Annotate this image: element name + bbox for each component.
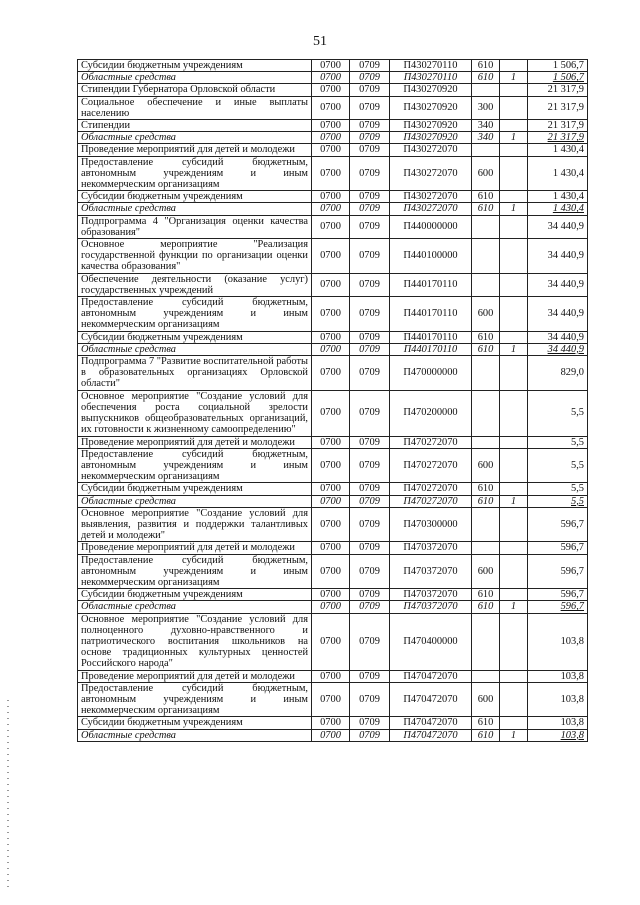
row-funding-source [500,542,528,554]
row-target-code: П470300000 [390,507,472,542]
row-funding-source [500,84,528,96]
row-amount: 5,5 [528,495,588,507]
row-amount: 596,7 [528,542,588,554]
table-row [78,729,588,741]
row-name: Субсидии бюджетным учреждениям [78,589,312,601]
row-amount: 829,0 [528,356,588,391]
row-target-code: П470400000 [390,613,472,670]
row-amount: 1 430,4 [528,191,588,203]
row-amount: 34 440,9 [528,239,588,274]
row-name: Стипендии Губернатора Орловской области [78,84,312,96]
row-target-code: П470472070 [390,670,472,682]
table-row [78,215,588,238]
row-expense-type: 610 [472,601,500,613]
row-amount: 21 317,9 [528,84,588,96]
row-amount: 103,8 [528,717,588,729]
row-expense-type [472,84,500,96]
row-section-code: 0700 [312,60,350,72]
row-section-code: 0700 [312,507,350,542]
row-expense-type [472,670,500,682]
row-section-code: 0700 [312,448,350,483]
row-section-code: 0700 [312,144,350,156]
row-subsection-code: 0709 [350,542,390,554]
row-target-code: П470272070 [390,448,472,483]
budget-table-body [78,60,588,742]
row-subsection-code: 0709 [350,84,390,96]
table-row [78,297,588,332]
row-expense-type: 610 [472,331,500,343]
row-amount: 1 430,4 [528,156,588,191]
row-amount: 34 440,9 [528,215,588,238]
row-expense-type: 600 [472,156,500,191]
row-name: Проведение мероприятий для детей и молодежи [78,436,312,448]
row-expense-type [472,273,500,296]
row-subsection-code: 0709 [350,601,390,613]
row-name: Субсидии бюджетным учреждениям [78,483,312,495]
row-amount: 34 440,9 [528,331,588,343]
row-subsection-code: 0709 [350,144,390,156]
row-name: Подпрограмма 7 "Развитие воспитательной работы в образовательных организациях Орловской области" [78,356,312,391]
row-amount: 5,5 [528,390,588,436]
row-target-code: П430272070 [390,156,472,191]
row-target-code: П470472070 [390,717,472,729]
row-expense-type: 300 [472,96,500,119]
row-target-code: П430270920 [390,132,472,144]
row-name: Областные средства [78,601,312,613]
table-row [78,273,588,296]
row-amount: 596,7 [528,601,588,613]
table-row [78,542,588,554]
table-row [78,191,588,203]
row-target-code: П430270920 [390,84,472,96]
row-section-code: 0700 [312,156,350,191]
row-section-code: 0700 [312,72,350,84]
row-name: Проведение мероприятий для детей и молодежи [78,542,312,554]
row-subsection-code: 0709 [350,483,390,495]
row-expense-type: 340 [472,132,500,144]
row-section-code: 0700 [312,215,350,238]
row-section-code: 0700 [312,729,350,741]
row-target-code: П470372070 [390,542,472,554]
row-expense-type: 600 [472,297,500,332]
row-expense-type: 600 [472,554,500,589]
row-name: Областные средства [78,132,312,144]
row-section-code: 0700 [312,670,350,682]
table-row [78,331,588,343]
row-expense-type: 600 [472,448,500,483]
row-target-code: П440170110 [390,273,472,296]
row-name: Основное мероприятие "Создание условий для обеспечения роста социальной зрелости выпускников общеобразовательных организаций, их готовности к жизненному самоопределению" [78,390,312,436]
row-section-code: 0700 [312,483,350,495]
row-subsection-code: 0709 [350,239,390,274]
row-amount: 103,8 [528,670,588,682]
row-target-code: П470272070 [390,483,472,495]
row-section-code: 0700 [312,96,350,119]
row-section-code: 0700 [312,390,350,436]
row-amount: 1 430,4 [528,203,588,215]
row-subsection-code: 0709 [350,589,390,601]
row-name: Предоставление субсидий бюджетным, автономным учреждениям и иным некоммерческим организациям [78,448,312,483]
row-name: Социальное обеспечение и иные выплаты населению [78,96,312,119]
row-subsection-code: 0709 [350,203,390,215]
row-funding-source [500,215,528,238]
table-row [78,239,588,274]
row-funding-source [500,144,528,156]
page-number: 51 [313,34,327,49]
row-funding-source [500,507,528,542]
row-amount: 21 317,9 [528,120,588,132]
row-name: Проведение мероприятий для детей и молодежи [78,670,312,682]
row-funding-source [500,273,528,296]
row-target-code: П440170110 [390,297,472,332]
row-name: Обеспечение деятельности (оказание услуг) государственных учреждений [78,273,312,296]
row-subsection-code: 0709 [350,729,390,741]
row-target-code: П440100000 [390,239,472,274]
row-name: Областные средства [78,343,312,355]
row-funding-source [500,448,528,483]
row-funding-source [500,390,528,436]
table-row [78,554,588,589]
row-amount: 34 440,9 [528,343,588,355]
row-expense-type [472,356,500,391]
row-name: Основное мероприятие "Создание условий для выявления, развития и поддержки талантливых детей и молодежи" [78,507,312,542]
row-name: Субсидии бюджетным учреждениям [78,191,312,203]
row-expense-type: 610 [472,191,500,203]
row-target-code: П470372070 [390,589,472,601]
row-funding-source [500,239,528,274]
table-row [78,507,588,542]
row-expense-type: 610 [472,495,500,507]
row-section-code: 0700 [312,613,350,670]
row-section-code: 0700 [312,356,350,391]
row-name: Субсидии бюджетным учреждениям [78,717,312,729]
row-expense-type: 610 [472,717,500,729]
row-expense-type: 610 [472,60,500,72]
row-subsection-code: 0709 [350,60,390,72]
row-name: Подпрограмма 4 "Организация оценки качества образования" [78,215,312,238]
row-subsection-code: 0709 [350,120,390,132]
row-subsection-code: 0709 [350,356,390,391]
row-funding-source [500,331,528,343]
row-subsection-code: 0709 [350,613,390,670]
row-subsection-code: 0709 [350,191,390,203]
row-section-code: 0700 [312,601,350,613]
row-subsection-code: 0709 [350,670,390,682]
table-row [78,84,588,96]
row-funding-source [500,589,528,601]
row-amount: 1 430,4 [528,144,588,156]
row-funding-source [500,356,528,391]
table-row [78,613,588,670]
row-amount: 21 317,9 [528,132,588,144]
row-section-code: 0700 [312,717,350,729]
row-expense-type [472,542,500,554]
row-expense-type [472,613,500,670]
row-funding-source [500,436,528,448]
row-amount: 5,5 [528,448,588,483]
table-row [78,448,588,483]
row-target-code: П470000000 [390,356,472,391]
row-expense-type: 600 [472,682,500,717]
row-subsection-code: 0709 [350,554,390,589]
row-funding-source: 1 [500,601,528,613]
row-section-code: 0700 [312,589,350,601]
row-subsection-code: 0709 [350,343,390,355]
row-section-code: 0700 [312,495,350,507]
row-amount: 596,7 [528,554,588,589]
table-row [78,436,588,448]
row-section-code: 0700 [312,120,350,132]
table-row [78,60,588,72]
row-subsection-code: 0709 [350,495,390,507]
row-amount: 34 440,9 [528,297,588,332]
row-funding-source [500,670,528,682]
row-subsection-code: 0709 [350,297,390,332]
row-expense-type: 610 [472,589,500,601]
row-section-code: 0700 [312,331,350,343]
row-subsection-code: 0709 [350,273,390,296]
table-row [78,601,588,613]
row-funding-source: 1 [500,132,528,144]
row-amount: 596,7 [528,589,588,601]
row-expense-type [472,507,500,542]
row-name: Областные средства [78,495,312,507]
row-subsection-code: 0709 [350,96,390,119]
row-funding-source [500,717,528,729]
row-amount: 103,8 [528,729,588,741]
row-subsection-code: 0709 [350,436,390,448]
table-row [78,717,588,729]
table-row [78,96,588,119]
table-row [78,356,588,391]
table-row [78,390,588,436]
row-name: Основное мероприятие "Реализация государственной функции по организации оценки качества образования" [78,239,312,274]
table-row [78,483,588,495]
table-row [78,495,588,507]
row-section-code: 0700 [312,132,350,144]
row-funding-source [500,483,528,495]
row-funding-source: 1 [500,72,528,84]
table-row [78,343,588,355]
row-amount: 34 440,9 [528,273,588,296]
row-funding-source [500,682,528,717]
row-target-code: П440000000 [390,215,472,238]
row-funding-source [500,156,528,191]
row-subsection-code: 0709 [350,507,390,542]
row-subsection-code: 0709 [350,72,390,84]
row-target-code: П440170110 [390,331,472,343]
row-target-code: П430270110 [390,72,472,84]
row-funding-source: 1 [500,343,528,355]
row-subsection-code: 0709 [350,717,390,729]
row-expense-type: 610 [472,343,500,355]
budget-table [77,59,588,742]
row-funding-source [500,60,528,72]
table-row [78,120,588,132]
row-amount: 596,7 [528,507,588,542]
row-subsection-code: 0709 [350,390,390,436]
row-section-code: 0700 [312,682,350,717]
row-section-code: 0700 [312,84,350,96]
row-section-code: 0700 [312,297,350,332]
row-section-code: 0700 [312,239,350,274]
row-subsection-code: 0709 [350,215,390,238]
row-amount: 1 506,7 [528,72,588,84]
row-target-code: П470372070 [390,601,472,613]
row-expense-type: 610 [472,203,500,215]
row-subsection-code: 0709 [350,132,390,144]
row-amount: 5,5 [528,436,588,448]
row-target-code: П440170110 [390,343,472,355]
row-target-code: П470472070 [390,729,472,741]
row-name: Основное мероприятие "Создание условий для полноценного духовно-нравственного и патриотического воспитания школьников на основе традиционных культурных ценностей Российского народа" [78,613,312,670]
row-section-code: 0700 [312,343,350,355]
row-funding-source: 1 [500,495,528,507]
table-row [78,670,588,682]
row-name: Предоставление субсидий бюджетным, автономным учреждениям и иным некоммерческим организациям [78,682,312,717]
row-funding-source [500,120,528,132]
row-target-code: П470472070 [390,682,472,717]
row-target-code: П470272070 [390,436,472,448]
row-expense-type: 610 [472,729,500,741]
row-section-code: 0700 [312,554,350,589]
row-expense-type [472,436,500,448]
row-target-code: П470272070 [390,495,472,507]
row-funding-source [500,554,528,589]
row-section-code: 0700 [312,273,350,296]
row-funding-source [500,96,528,119]
row-name: Областные средства [78,203,312,215]
row-section-code: 0700 [312,203,350,215]
row-name: Областные средства [78,729,312,741]
row-expense-type: 610 [472,483,500,495]
row-expense-type [472,144,500,156]
row-funding-source [500,297,528,332]
row-amount: 5,5 [528,483,588,495]
row-target-code: П430270920 [390,120,472,132]
row-target-code: П470200000 [390,390,472,436]
row-subsection-code: 0709 [350,331,390,343]
row-expense-type [472,390,500,436]
row-target-code: П430270110 [390,60,472,72]
row-expense-type: 340 [472,120,500,132]
table-row [78,682,588,717]
row-section-code: 0700 [312,191,350,203]
row-subsection-code: 0709 [350,156,390,191]
row-section-code: 0700 [312,542,350,554]
row-amount: 103,8 [528,682,588,717]
row-subsection-code: 0709 [350,448,390,483]
scan-margin-dots [7,700,9,890]
row-funding-source: 1 [500,203,528,215]
table-row [78,144,588,156]
row-target-code: П430272070 [390,144,472,156]
row-target-code: П470372070 [390,554,472,589]
row-target-code: П430272070 [390,203,472,215]
row-target-code: П430272070 [390,191,472,203]
row-amount: 103,8 [528,613,588,670]
row-funding-source: 1 [500,729,528,741]
row-name: Предоставление субсидий бюджетным, автономным учреждениям и иным некоммерческим организациям [78,156,312,191]
row-name: Проведение мероприятий для детей и молодежи [78,144,312,156]
table-row [78,156,588,191]
row-section-code: 0700 [312,436,350,448]
row-funding-source [500,191,528,203]
table-row [78,589,588,601]
row-subsection-code: 0709 [350,682,390,717]
row-expense-type [472,239,500,274]
table-row [78,72,588,84]
table-row [78,203,588,215]
row-amount: 21 317,9 [528,96,588,119]
row-target-code: П430270920 [390,96,472,119]
row-name: Стипендии [78,120,312,132]
table-row [78,132,588,144]
row-name: Субсидии бюджетным учреждениям [78,60,312,72]
row-name: Субсидии бюджетным учреждениям [78,331,312,343]
row-funding-source [500,613,528,670]
row-name: Областные средства [78,72,312,84]
row-name: Предоставление субсидий бюджетным, автономным учреждениям и иным некоммерческим организациям [78,554,312,589]
row-expense-type [472,215,500,238]
row-amount: 1 506,7 [528,60,588,72]
row-name: Предоставление субсидий бюджетным, автономным учреждениям и иным некоммерческим организациям [78,297,312,332]
row-expense-type: 610 [472,72,500,84]
